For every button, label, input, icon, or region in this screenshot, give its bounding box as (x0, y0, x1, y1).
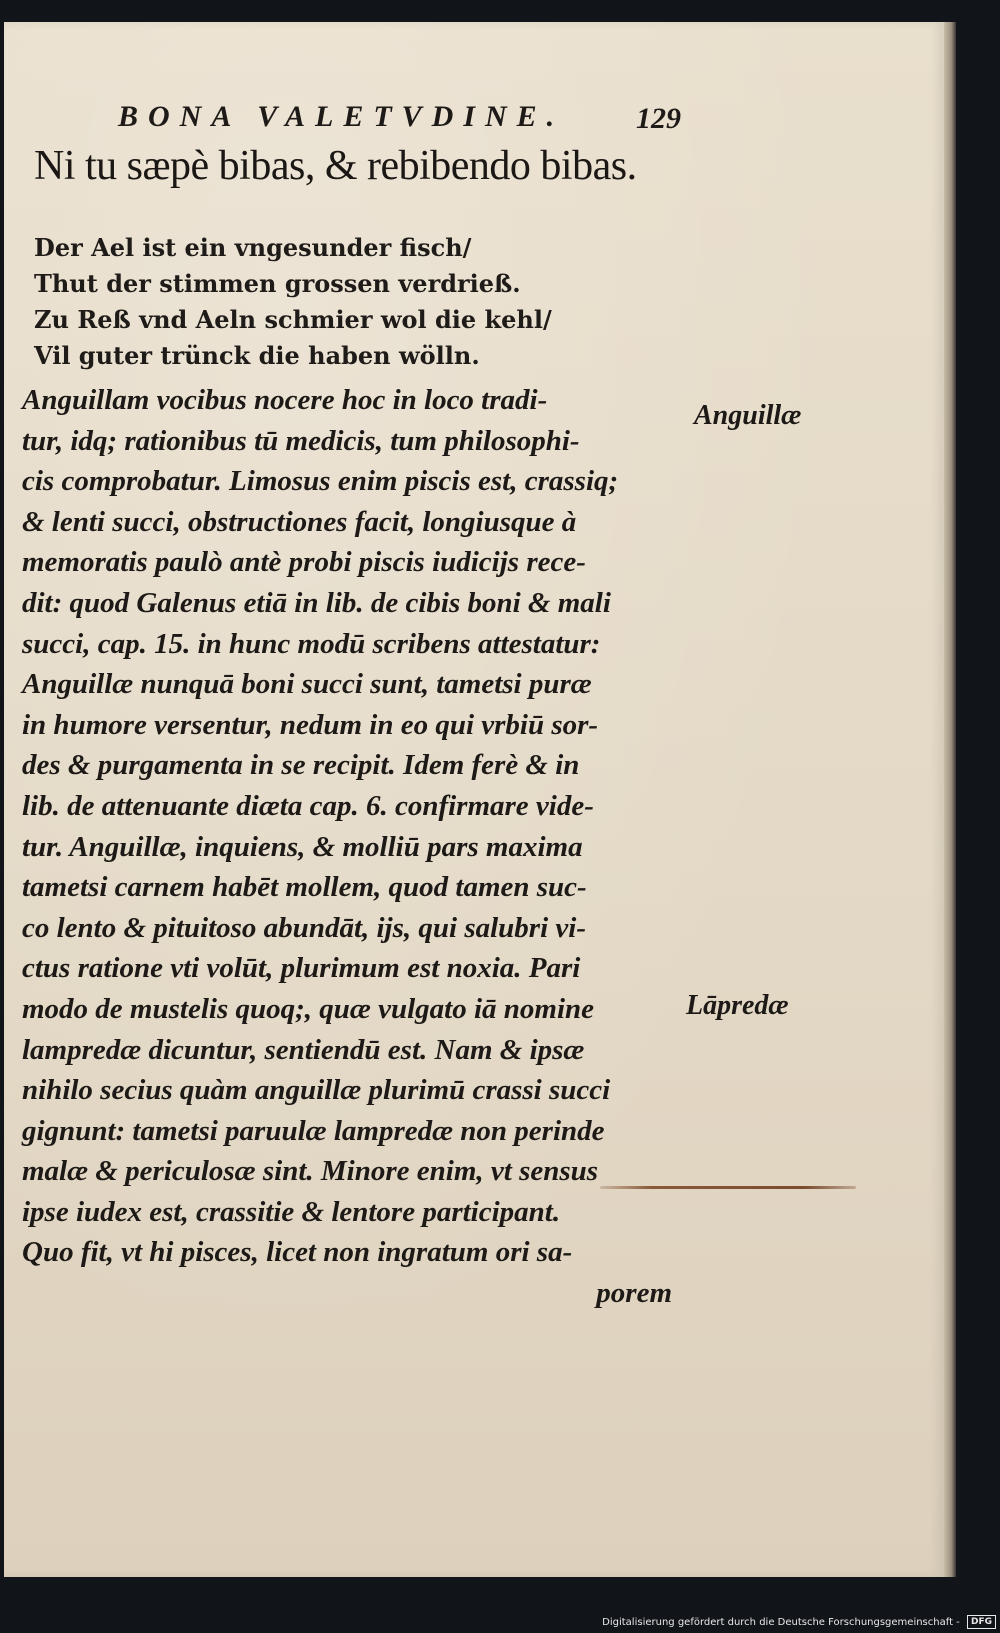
digitization-footer (600, 1614, 996, 1632)
dfg-logo: DFG (967, 1615, 996, 1629)
german-verse-line: Vil guter trünck die haben wölln. (34, 341, 480, 370)
body-line: co lento & pituitoso abundāt, ijs, qui salubri vi- (22, 911, 586, 944)
body-line: Anguillam vocibus nocere hoc in loco tradi- (22, 384, 548, 416)
german-verse-line: Thut der stimmen grossen verdrieß. (34, 269, 521, 298)
ink-underline-mark (600, 1186, 856, 1189)
body-line: memoratis paulò antè probi piscis iudicijs rece- (22, 546, 586, 579)
body-line: tur. Anguillæ, inquiens, & molliū pars maxima (22, 830, 583, 863)
body-line: dit: quod Galenus etiā in lib. de cibis boni & mali (22, 586, 611, 619)
body-line: lampredæ dicuntur, sentiendū est. Nam & ipsæ (22, 1033, 585, 1066)
body-line: cis comprobatur. Limosus enim piscis est, crassiq; (22, 465, 619, 498)
body-line: succi, cap. 15. in hunc modū scribens attestatur: (22, 627, 601, 660)
body-line: in humore versentur, nedum in eo qui vrbiū sor- (22, 708, 599, 741)
running-head: BONA VALETVDINE. (118, 100, 565, 133)
body-line: malæ & periculosæ sint. Minore enim, vt sensus (22, 1155, 599, 1188)
body-paragraph (22, 380, 682, 1314)
body-line: nihilo secius quàm anguillæ plurimū crassi succi (22, 1074, 611, 1107)
page-number: 129 (636, 102, 681, 135)
german-verse (34, 230, 594, 374)
body-line: ctus ratione vti volūt, plurimum est noxia. Pari (22, 952, 581, 985)
body-line: des & purgamenta in se recipit. Idem ferè & in (22, 749, 580, 782)
body-line: Quo fit, vt hi pisces, licet non ingratum ori sa- (22, 1236, 573, 1269)
german-verse-line: Der Ael ist ein vngesunder fisch/ (34, 233, 472, 262)
body-line: & lenti succi, obstructiones facit, longiusque à (22, 505, 577, 538)
page-edge (944, 22, 956, 1577)
margin-note-lampredae: Lāpredæ (686, 990, 789, 1021)
catchword: porem (596, 1277, 672, 1310)
body-line: tametsi carnem habēt mollem, quod tamen suc- (22, 871, 587, 904)
body-line: gignunt: tametsi paruulæ lampredæ non perinde (22, 1114, 605, 1147)
footer-credit-text: Digitalisierung gefördert durch die Deutsche Forschungsgemeinschaft - (602, 1617, 960, 1628)
german-verse-line: Zu Reß vnd Aeln schmier wol die kehl/ (34, 305, 552, 334)
body-line: Anguillæ nunquā boni succi sunt, tametsi puræ (22, 668, 592, 701)
body-line: lib. de attenuante diæta cap. 6. confirmare vide- (22, 789, 594, 822)
margin-note-anguillae: Anguillæ (694, 400, 802, 431)
body-line: ipse iudex est, crassitie & lentore participant. (22, 1195, 561, 1228)
latin-verse-line: Ni tu sæpè bibas, & rebibendo bibas. (34, 143, 637, 189)
body-line: tur, idq; rationibus tū medicis, tum philosophi- (22, 424, 580, 457)
body-line: modo de mustelis quoq;, quæ vulgato iā nomine (22, 992, 594, 1025)
